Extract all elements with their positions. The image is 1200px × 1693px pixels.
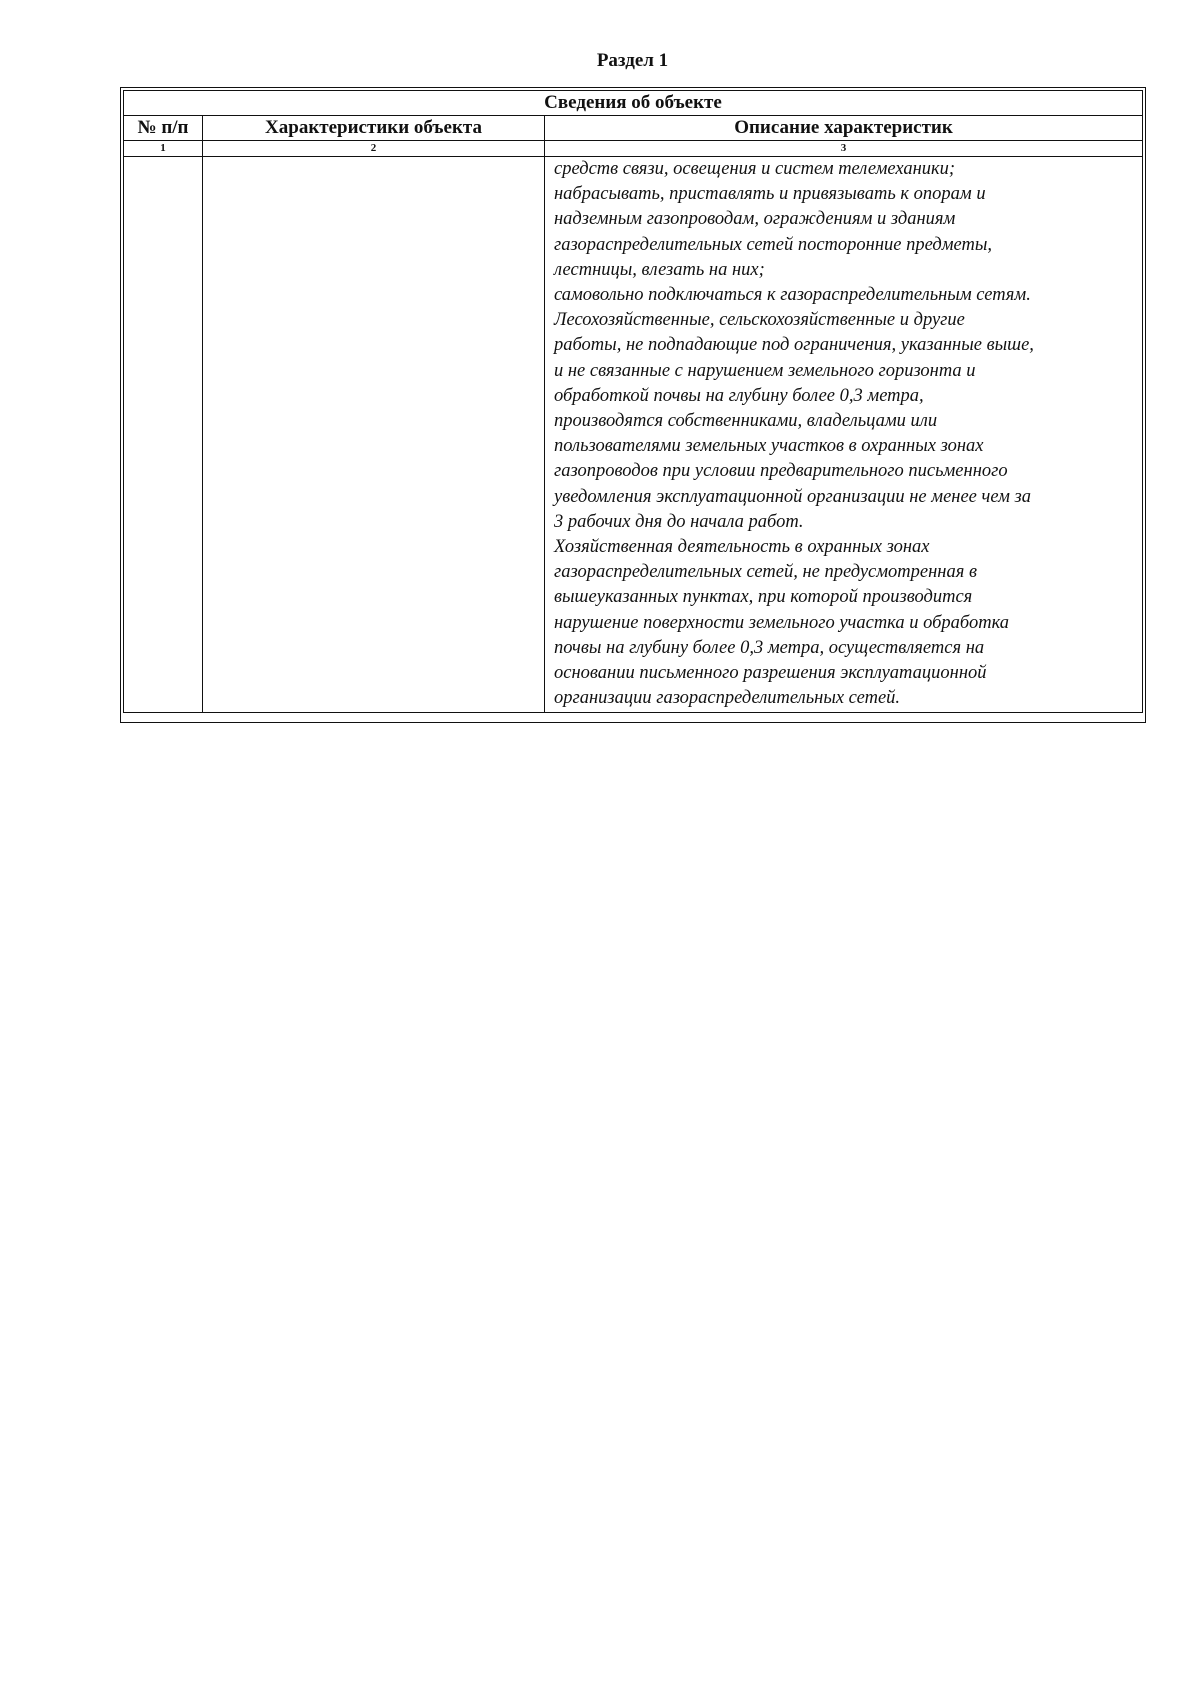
header-characteristics: Характеристики объекта — [203, 116, 545, 141]
header-number: № п/п — [124, 116, 203, 141]
description-line: пользователями земельных участков в охранных зонах — [554, 436, 984, 457]
column-number-1: 1 — [124, 141, 203, 157]
description-line: уведомления эксплуатационной организации не менее чем за — [554, 486, 1031, 507]
description-line: Хозяйственная деятельность в охранных зонах — [554, 537, 930, 558]
description-line: нарушение поверхности земельного участка и обработка — [554, 612, 1010, 633]
description-line: и не связанные с нарушением земельного горизонта и — [554, 360, 976, 381]
description-line: организации газораспределительных сетей. — [554, 688, 901, 709]
description-line: газопроводов при условии предварительного письменного — [554, 461, 1008, 482]
description-text — [545, 157, 1142, 711]
description-line: надземным газопроводам, ограждениям и зданиям — [554, 209, 956, 230]
description-line: производятся собственниками, владельцами или — [554, 411, 938, 432]
description-line: вышеуказанных пунктах, при которой производится — [554, 587, 973, 608]
description-line: лестницы, влезать на них; — [554, 259, 765, 280]
description-line: обработкой почвы на глубину более 0,3 метра, — [554, 385, 924, 406]
description-line: набрасывать, приставлять и привязывать к опорам и — [554, 184, 986, 205]
description-line: Лесохозяйственные, сельскохозяйственные и другие — [554, 310, 965, 331]
table-caption-row — [124, 91, 1143, 116]
description-line: 3 рабочих дня до начала работ. — [554, 511, 804, 532]
row-description-cell — [545, 157, 1143, 713]
section-title: Раздел 1 — [596, 50, 669, 71]
description-line: работы, не подпадающие под ограничения, указанные выше, — [554, 335, 1034, 356]
table-caption: Сведения об объекте — [124, 91, 1143, 116]
header-description: Описание характеристик — [545, 116, 1143, 141]
description-line: почвы на глубину более 0,3 метра, осуществляется на — [554, 637, 985, 658]
description-line: газораспределительных сетей, не предусмотренная в — [554, 562, 977, 583]
column-number-3: 3 — [545, 141, 1143, 157]
description-line: средств связи, освещения и систем телемеханики; — [554, 159, 956, 179]
description-line: основании письменного разрешения эксплуатационной — [554, 663, 987, 684]
column-number-row — [124, 141, 1143, 157]
object-info-table — [123, 90, 1143, 713]
column-number-2: 2 — [203, 141, 545, 157]
row-number-cell — [124, 157, 203, 713]
description-line: самовольно подключаться к газораспределительным сетям. — [554, 285, 1031, 306]
object-info-table-frame — [120, 87, 1146, 723]
table-header-row — [124, 116, 1143, 141]
row-characteristic-cell — [203, 157, 545, 713]
table-row — [124, 157, 1143, 713]
description-line: газораспределительных сетей посторонние предметы, — [554, 234, 992, 255]
